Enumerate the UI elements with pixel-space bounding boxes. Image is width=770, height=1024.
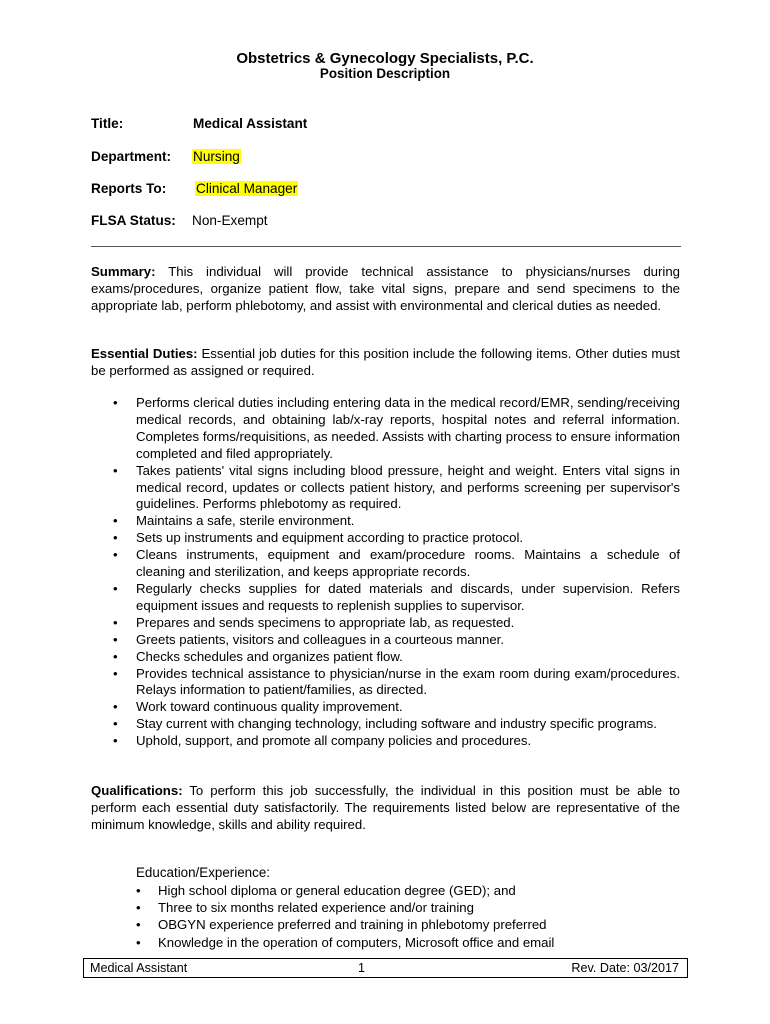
duty-item: • Prepares and sends specimens to appropriate lab, as requested. — [91, 615, 680, 632]
education-heading: Education/Experience: — [136, 865, 270, 880]
duty-item: • Uphold, support, and promote all company policies and procedures. — [91, 733, 680, 750]
qualifications-label: Qualifications: — [91, 783, 183, 798]
duty-item: • Checks schedules and organizes patient flow. — [91, 649, 680, 666]
duty-item: • Sets up instruments and equipment according to practice protocol. — [91, 530, 680, 547]
document-subtitle: Position Description — [319, 66, 451, 81]
reports-to-value: Clinical Manager — [196, 181, 298, 196]
summary-text: This individual will provide technical assistance to physicians/nurses during exams/procedures, organize patient flow, take vital signs, prepare and send specimens to the appropriate lab, perform phlebotomy, and assist with environmental and clerical duties as needed. — [91, 264, 680, 313]
title-label: Title: — [91, 116, 124, 131]
reports-to-field — [91, 181, 298, 196]
duty-item: • Performs clerical duties including entering data in the medical record/EMR, sending/receiving medical records, and obtaining lab/x-ray reports, hospital notes and referral information. Completes forms/requisitions, as needed. Assists with charting process to ensure information completed and filed appropriately. — [91, 395, 680, 463]
education-item: • High school diploma or general education degree (GED); and — [136, 882, 676, 899]
education-item: • Three to six months related experience and/or training — [136, 899, 676, 916]
education-item: • OBGYN experience preferred and training in phlebotomy preferred — [136, 916, 676, 933]
qualifications-paragraph — [91, 783, 680, 834]
department-label: Department: — [91, 149, 172, 164]
divider — [91, 246, 681, 247]
duty-item: • Stay current with changing technology, including software and industry specific programs. — [91, 716, 680, 733]
revision-date: Rev. Date: 03/2017 — [571, 961, 679, 975]
duty-item: • Regularly checks supplies for dated materials and discards, under supervision. Refers equipment issues and requests to replenish supplies to supervisor. — [91, 581, 680, 615]
qualifications-text: To perform this job successfully, the individual in this position must be able to perform each essential duty satisfactorily. The requirements listed below are representative of the minimum knowledge, skills and ability required. — [91, 783, 680, 832]
duty-item: • Maintains a safe, sterile environment. — [91, 513, 680, 530]
duty-item: • Work toward continuous quality improvement. — [91, 699, 680, 716]
essential-duties-paragraph — [91, 346, 680, 380]
department-value: Nursing — [193, 149, 240, 164]
title-value: Medical Assistant — [193, 116, 308, 131]
company-name: Obstetrics & Gynecology Specialists, P.C. — [236, 50, 534, 67]
essential-duties-label: Essential Duties: — [91, 346, 198, 361]
education-item: • Knowledge in the operation of computers, Microsoft office and email — [136, 934, 676, 951]
reports-to-label: Reports To: — [91, 181, 167, 196]
flsa-label: FLSA Status: — [91, 213, 176, 228]
summary-label: Summary: — [91, 264, 156, 279]
department-field — [91, 149, 240, 164]
duty-item: • Takes patients' vital signs including blood pressure, height and weight. Enters vital signs in medical record, updates or collects patient history, and performs screening per supervisor's guidelines. Performs phlebotomy as required. — [91, 463, 680, 514]
education-list — [136, 882, 676, 951]
duty-item: • Greets patients, visitors and colleagues in a courteous manner. — [91, 632, 680, 649]
flsa-value: Non-Exempt — [192, 213, 268, 228]
summary-paragraph — [91, 264, 680, 315]
essential-duties-text: Essential job duties for this position include the following items. Other duties must be performed as assigned or required. — [91, 346, 680, 378]
flsa-field — [91, 213, 268, 228]
duty-item: • Cleans instruments, equipment and exam/procedure rooms. Maintains a schedule of cleaning and sterilization, and keeps appropriate records. — [91, 547, 680, 581]
title-field — [91, 116, 308, 131]
page-footer — [83, 958, 688, 978]
footer-title: Medical Assistant — [90, 961, 188, 975]
page-number: 1 — [358, 961, 366, 975]
duties-list — [91, 395, 680, 750]
duty-item: • Provides technical assistance to physician/nurse in the exam room during exam/procedures. Relays information to patient/families, as directed. — [91, 666, 680, 700]
